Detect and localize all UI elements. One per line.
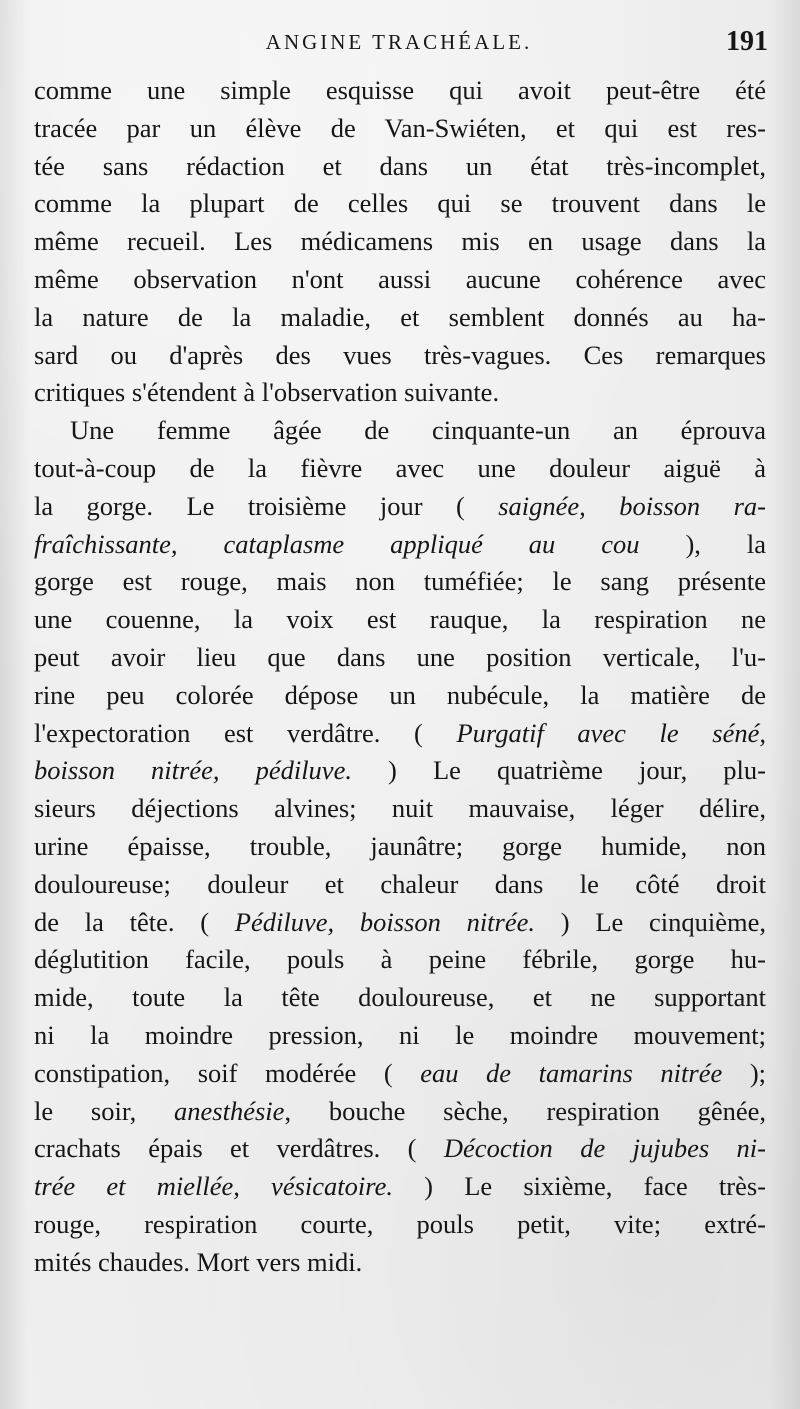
text-segment: ), la	[639, 528, 766, 559]
text-segment: ni la moindre pression, ni le moindre mouvement;	[34, 1019, 766, 1050]
text-line	[34, 337, 766, 375]
text-segment: sard ou d'après des vues très-vagues. Ces remarques	[34, 339, 766, 370]
text-line	[34, 1244, 766, 1282]
text-segment: mités chaudes. Mort vers midi.	[34, 1246, 363, 1277]
text-line	[34, 828, 766, 866]
text-segment: );	[722, 1057, 767, 1088]
page-number: 191	[726, 26, 768, 57]
text-line	[34, 299, 766, 337]
text-line	[34, 185, 766, 223]
text-line	[34, 488, 766, 526]
text-segment: déglutition facile, pouls à peine fébrile, gorge hu-	[34, 944, 766, 975]
text-segment: une couenne, la voix est rauque, la respiration ne	[34, 604, 766, 635]
italic-segment: Purgatif avec le séné,	[456, 717, 766, 748]
text-line	[34, 563, 766, 601]
text-segment: la nature de la maladie, et semblent donnés au ha-	[34, 301, 766, 332]
text-line	[34, 450, 766, 488]
text-segment: comme une simple esquisse qui avoit peut-être été	[34, 75, 766, 105]
text-line	[34, 261, 766, 299]
text-segment: Une femme âgée de cinquante-un an éprouva	[70, 415, 766, 446]
text-segment: sieurs déjections alvines; nuit mauvaise, léger délire,	[34, 793, 766, 824]
text-line	[34, 526, 766, 564]
text-segment: même recueil. Les médicamens mis en usage dans la	[34, 226, 766, 257]
text-segment: la gorge. Le troisième jour (	[34, 490, 499, 521]
text-line	[34, 72, 766, 110]
text-line	[34, 223, 766, 261]
text-segment: ) Le cinquième,	[535, 906, 766, 937]
text-segment: de la tête. (	[34, 906, 235, 937]
text-segment: comme la plupart de celles qui se trouvent dans le	[34, 188, 766, 219]
text-segment: l'expectoration est verdâtre. (	[34, 717, 457, 748]
italic-segment: boisson nitrée, pédiluve.	[34, 755, 352, 786]
text-line	[34, 752, 766, 790]
text-line	[34, 1206, 766, 1244]
body-text	[34, 72, 766, 1282]
text-segment: mide, toute la tête douloureuse, et ne supportant	[34, 982, 766, 1013]
text-line	[34, 1055, 766, 1093]
text-segment: tracée par un élève de Van-Swiéten, et qui est res-	[34, 112, 766, 143]
text-line	[34, 941, 766, 979]
italic-segment: trée et miellée, vésicatoire.	[34, 1171, 393, 1202]
text-segment: peut avoir lieu que dans une position verticale, l'u-	[34, 641, 766, 672]
text-line	[34, 148, 766, 186]
text-line	[34, 1130, 766, 1168]
text-line	[34, 110, 766, 148]
italic-segment: anesthésie	[174, 1095, 285, 1126]
text-segment: même observation n'ont aussi aucune cohérence avec	[34, 263, 766, 294]
italic-segment: saignée, boisson ra-	[498, 490, 766, 521]
text-line	[34, 1017, 766, 1055]
text-line	[34, 374, 766, 412]
text-line	[34, 1168, 766, 1206]
page-header	[30, 28, 768, 60]
italic-segment: eau de tamarins nitrée	[420, 1057, 723, 1088]
text-segment: urine épaisse, trouble, jaunâtre; gorge humide, non	[34, 830, 766, 861]
text-line	[34, 639, 766, 677]
text-segment: tout-à-coup de la fièvre avec une douleur aiguë à	[34, 452, 766, 483]
text-line	[34, 866, 766, 904]
text-segment: douloureuse; douleur et chaleur dans le côté droit	[34, 868, 766, 899]
text-line	[34, 412, 766, 450]
text-line	[34, 1093, 766, 1131]
text-segment: le soir,	[34, 1095, 175, 1126]
text-segment: rouge, respiration courte, pouls petit, vite; extré-	[34, 1208, 766, 1239]
text-line	[34, 904, 766, 942]
text-segment: constipation, soif modérée (	[34, 1057, 421, 1088]
running-head: ANGINE TRACHÉALE.	[265, 30, 533, 54]
text-segment: gorge est rouge, mais non tuméfiée; le sang présente	[34, 566, 766, 597]
text-line	[34, 979, 766, 1017]
text-segment: tée sans rédaction et dans un état très-incomplet,	[34, 150, 766, 181]
text-segment: rine peu colorée dépose un nubécule, la matière de	[34, 679, 766, 710]
text-segment: critiques s'étendent à l'observation suivante.	[34, 377, 500, 408]
text-segment: ) Le quatrième jour, plu-	[351, 755, 766, 786]
text-line	[34, 790, 766, 828]
italic-segment: Pédiluve, boisson nitrée.	[234, 906, 536, 937]
text-segment: , bouche sèche, respiration gênée,	[284, 1095, 766, 1126]
text-line	[34, 715, 766, 753]
italic-segment: fraîchissante, cataplasme appliqué au cou	[34, 528, 640, 559]
italic-segment: Décoction de jujubes ni-	[443, 1133, 766, 1164]
text-segment: crachats épais et verdâtres. (	[34, 1133, 444, 1164]
text-line	[34, 601, 766, 639]
text-line	[34, 677, 766, 715]
text-segment: ) Le sixième, face très-	[392, 1171, 766, 1202]
